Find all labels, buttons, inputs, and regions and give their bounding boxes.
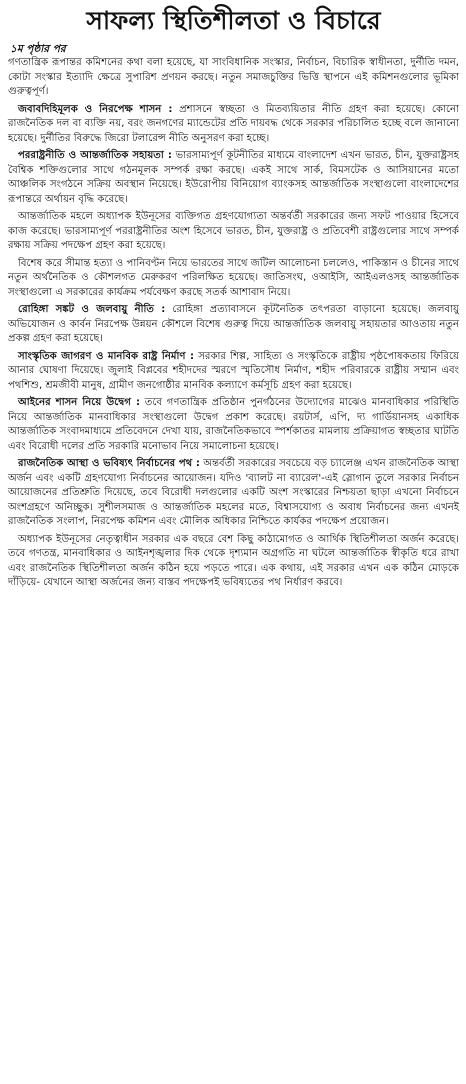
paragraph-subheading: পররাষ্ট্রনীতি ও আন্তর্জাতিক সহায়তা : [18, 150, 172, 161]
paragraph-subheading: জবাবদিহিমূলক ও নিরপেক্ষ শাসন : [18, 103, 173, 115]
article-paragraph [8, 533, 459, 591]
article-headline: সাফল্য স্থিতিশীলতা ও বিচারে [86, 6, 381, 35]
article-paragraph [8, 303, 459, 347]
article-paragraph [8, 350, 459, 394]
paragraph-subheading: রোহিঙ্গা সঙ্কট ও জলবায়ু নীতি : [18, 304, 166, 315]
paragraph-text: অন্তর্বর্তী সরকারের সবচেয়ে বড় চ্যালেঞ্জ এখন রাজনৈতিক আস্থা অর্জন এবং একটি গ্রহণযোগ্য নির্বাচনের আয়োজন। যদিও 'ব্যালট না ব্যারেল'-এই স্লোগান তুলে সরকার নির্বাচন আয়োজনের প্রতিশ্রুতি দিয়েছে, তবে বিরোধী দলগুলোর একটি অংশ সংস্কারের নিশ্চয়তা ছাড়া এখনো নির্বাচনে অংশগ্রহণে অনিচ্ছুক। সুশীলসমাজ ও আন্তর্জাতিক মহলের মতে, বিশ্বাসযোগ্য ও অবাধ নির্বাচনের জন্য এখনই রাজনৈতিক সংলাপ, নিরপেক্ষ কমিশন এবং মৌলিক অধিকার নিশ্চিতে কার্যকর পদক্ষেপ প্রয়োজন। [8, 458, 459, 527]
paragraph-subheading: রাজনৈতিক আস্থা ও ভবিষ্যৎ নির্বাচনের পথ : [18, 458, 200, 469]
paragraph-subheading: সাংস্কৃতিক জাগরণ ও মানবিক রাষ্ট্র নির্মাণ : [18, 350, 195, 362]
continued-from-label: ১ম পৃষ্ঠার পর [10, 43, 66, 55]
article-paragraph [8, 457, 459, 530]
article-paragraph [8, 257, 459, 301]
paragraph-subheading: আইনের শাসন নিয়ে উদ্বেগ : [18, 397, 140, 408]
article-paragraph [8, 210, 459, 254]
paragraph-text: বিশেষ করে সীমান্ত হত্যা ও পানিবণ্টন নিয়ে ভারতের সাথে জটিল আলোচনা চললেও, পাকিস্তান ও চীনের সাথে নতুন অর্থনৈতিক ও কৌশলগত মেরুকরণ পরিলক্ষিত হয়েছে। জাতিসংঘ, ওআইসি, আইএলওসহ আন্তর্জাতিক সংস্থাগুলো এ সরকারের কার্যক্রম পর্যবেক্ষণ করছে সতর্ক আশাবাদ নিয়ে। [8, 257, 459, 298]
paragraph-text: আন্তর্জাতিক মহলে অধ্যাপক ইউনূসের ব্যক্তিগত গ্রহণযোগ্যতা অন্তর্বর্তী সরকারের জন্য সফট পাওয়ার হিসেবে কাজ করেছে। ভারসাম্যপূর্ণ পররাষ্ট্রনীতির অংশ হিসেবে ভারত, চীন, যুক্তরাষ্ট্র ও প্রতিবেশী রাষ্ট্রগুলোর সাথে সম্পর্ক রক্ষায় সক্রিয় পদক্ষেপ গ্রহণ করা হয়েছে। [8, 211, 459, 251]
paragraph-text: তবে গণতান্ত্রিক প্রতিষ্ঠান পুনর্গঠনের উদ্যোগের মাঝেও মানবাধিকার পরিস্থিতি নিয়ে আন্তর্জাতিক মানবাধিকার সংস্থাগুলো উদ্বেগ প্রকাশ করেছে। রয়টার্স, এপি, দ্য গার্ডিয়ানসহ একাধিক আন্তর্জাতিক সংবাদমাধ্যমে প্রতিবেদনে দেখা যায়, রাজনৈতিকভাবে স্পর্শকাতর মামলায় প্রক্রিয়াগত স্বচ্ছতার ঘাটতি এবং বিরোধী দলের প্রতি সরকারি মনোভাব নিয়ে সমালোচনা হয়েছে। [8, 397, 459, 452]
article-paragraph [8, 103, 459, 147]
paragraph-text: প্রশাসনে স্বচ্ছতা ও মিতব্যয়িতার নীতি গ্রহণ করা হয়েছে। কোনো রাজনৈতিক দল বা ব্যক্তি নয়, বরং জনগণের ম্যান্ডেটের প্রতি দায়বদ্ধ থেকে সরকার পরিচালিত হচ্ছে বলে জানানো হয়েছে। দুর্নীতির বিরুদ্ধে জিরো টলারেন্স নীতি অনুসরণ করা হচ্ছে। [8, 103, 459, 144]
paragraph-text: সরকার শিল্প, সাহিত্য ও সংস্কৃতিকে রাষ্ট্রীয় পৃষ্ঠপোষকতায় ফিরিয়ে আনার ঘোষণা দিয়েছে। জুলাই বিপ্লবের শহীদদের স্মরণে স্মৃতিসৌধ নির্মাণ, শহীদ পরিবারকে রাষ্ট্রীয় সম্মান এবং পথশিশু, শ্রমজীবী মানুষ, গ্রামীণ জনগোষ্ঠীর মানবিক কল্যাণে কর্মসূচি গ্রহণ করা হয়েছে। [8, 350, 459, 391]
paragraph-text: অধ্যাপক ইউনূসের নেতৃত্বাধীন সরকার এক বছরে বেশ কিছু কাঠামোগত ও আর্থিক স্থিতিশীলতা অর্জন করেছে। তবে গণতন্ত্র, মানবাধিকার ও আইনশৃঙ্খলার দিক থেকে দৃশ্যমান অগ্রগতি না ঘটলে আন্তর্জাতিক স্বীকৃতি ধরে রাখা এবং রাজনৈতিক স্থিতিশীলতা অর্জন কঠিন হয়ে পড়তে পারে। এক কথায়, এই সরকার এখন এক কঠিন মোড়কে দাঁড়িয়ে- যেখানে আস্থা অর্জনের জন্য বাস্তব পদক্ষেপই ভবিষ্যতের পথ নির্ধারণ করবে। [8, 533, 459, 588]
article-paragraph [8, 149, 459, 207]
paragraph-text: ভারসাম্যপূর্ণ কূটনীতির মাধ্যমে বাংলাদেশ এখন ভারত, চীন, যুক্তরাষ্ট্রসহ বৈশ্বিক শক্তিগুলোর সাথে গঠনমূলক সম্পর্ক রক্ষা করছে। একই সাথে সার্ক, বিমসটেক ও আসিয়ানের মতো আঞ্চলিক সংগঠনে সক্রিয় অবস্থান নিয়েছে। ইউরোপীয় বিনিয়োগ ব্যাংকসহ আন্তর্জাতিক সংস্থাগুলো বাংলাদেশের রূপান্তরে অর্থায়ন বৃদ্ধি করেছে। [8, 150, 459, 205]
article-paragraph [8, 396, 459, 454]
paragraph-text: রোহিঙ্গা প্রত্যাবাসনে কূটনৈতিক তৎপরতা বাড়ানো হয়েছে। জলবায়ু অভিযোজন ও কার্বন নিরপেক্ষ উন্নয়ন কৌশলে বিশেষ গুরুত্ব দিয়ে আন্তর্জাতিক জলবায়ু সহায়তার আওতায় নতুন প্রকল্প গ্রহণ করা হয়েছে। [8, 304, 459, 344]
article-paragraph [8, 56, 459, 100]
paragraph-text: গণতান্ত্রিক রূপান্তর কমিশনের কথা বলা হয়েছে, যা সাংবিধানিক সংস্কার, নির্বাচন, বিচারিক স্বাধীনতা, দুর্নীতি দমন, কোটা সংস্কার ইত্যাদি ক্ষেত্রে সুপারিশ প্রণয়ন করছে। নতুন সমাজচুক্তির ভিত্তি স্থাপনে এই কমিশনগুলোর ভূমিকা গুরুত্বপূর্ণ। [8, 57, 459, 97]
